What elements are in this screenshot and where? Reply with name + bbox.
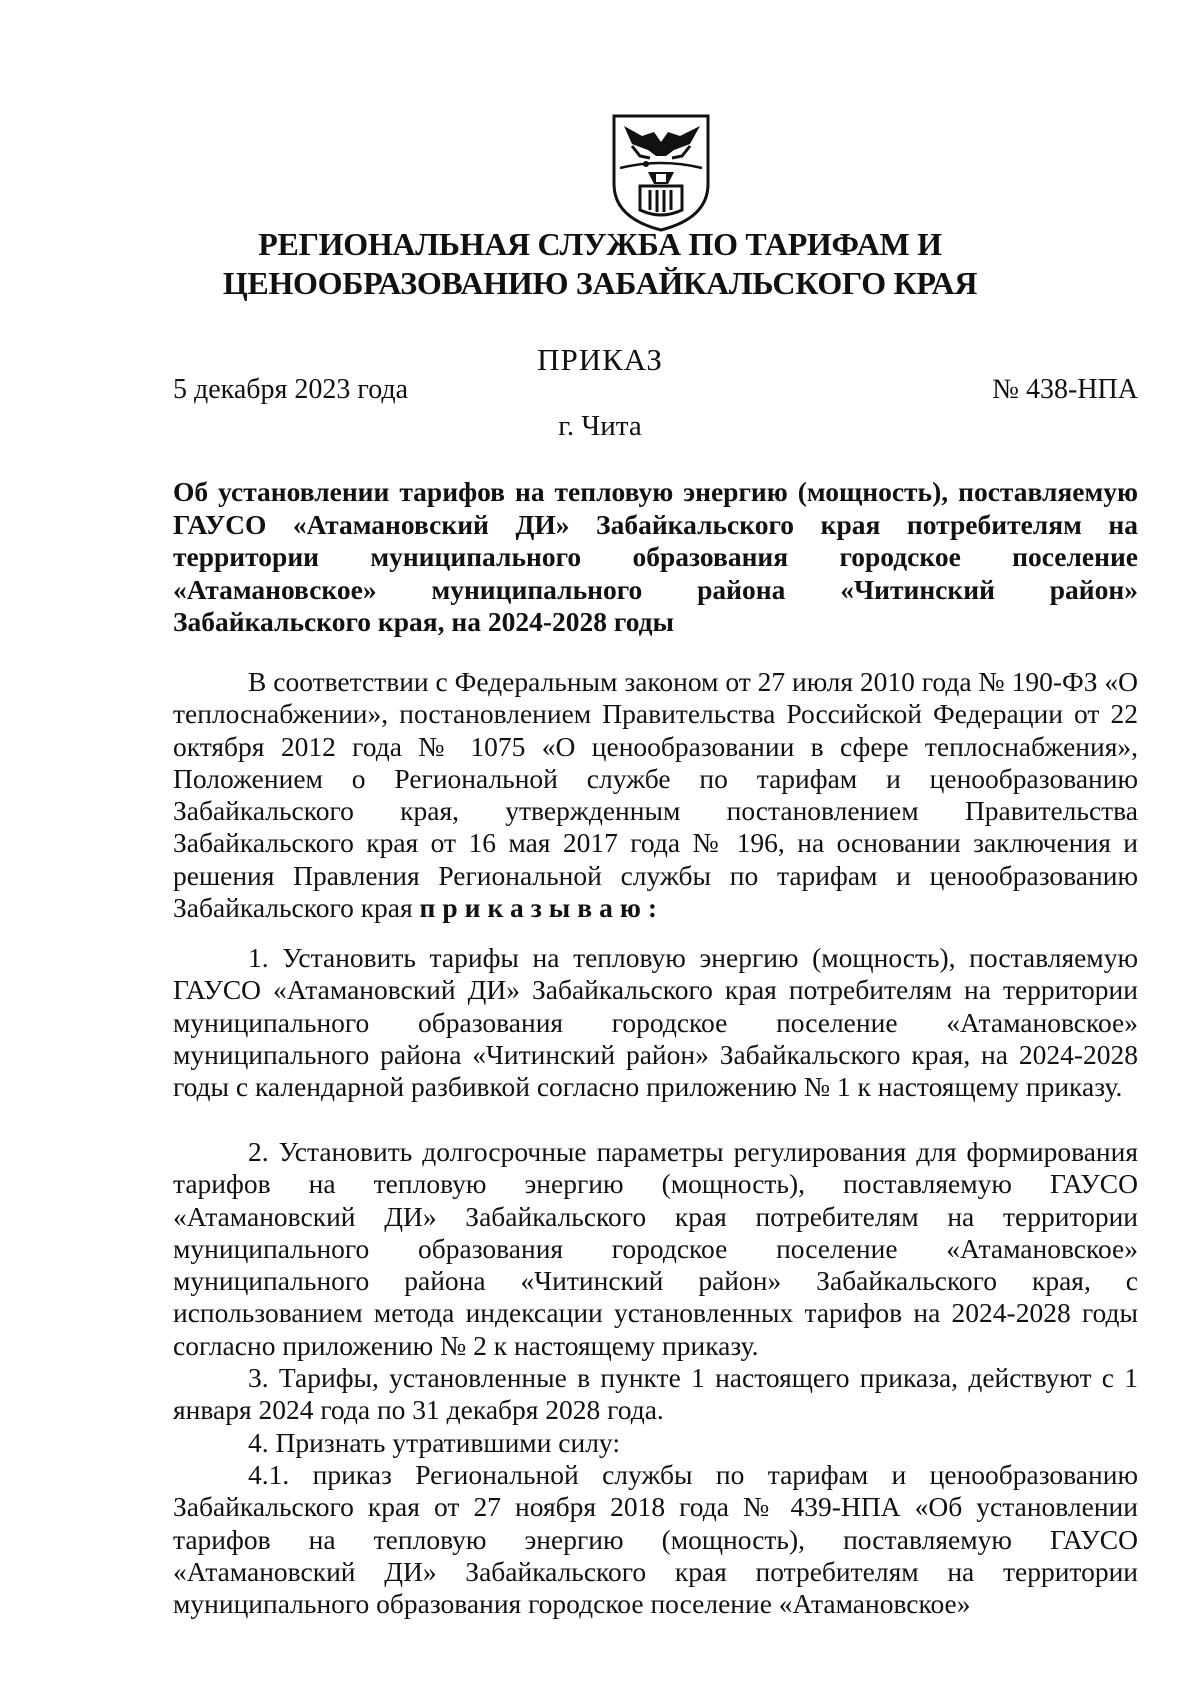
preamble xyxy=(173,666,1138,924)
organization-name-line-2: ЦЕНООБРАЗОВАНИЮ ЗАБАЙКАЛЬСКОГО КРАЯ xyxy=(222,265,978,301)
item-1: 1. Установить тарифы на тепловую энергию (мощность), поставляемую ГАУСО «Атамановский ДИ» Забайкальского края потребителям на территории муниципального образования городское поселение «Атамановское» муниципального района «Читинский район» Забайкальского края, на 2024-2028 годы с календарной разбивкой согласно приложению № 1 к настоящему приказу. xyxy=(173,942,1138,1103)
preamble-text: В соответствии с Федеральным законом от 27 июля 2010 года № 190-ФЗ «О теплоснабжении», постановлением Правительства Российской Федерации от 22 октября 2012 года № 1075 «О ценообразовании в сфере теплоснабжения», Положением о Региональной службе по тарифам и ценообразованию Забайкальского края, утвержденным постановлением Правительства Забайкальского края от 16 мая 2017 года № 196, на основании заключения и решения Правления Региональной службы по тарифам и ценообразованию Забайкальского края xyxy=(173,666,1138,924)
item-2: 2. Установить долгосрочные параметры регулирования для формирования тарифов на тепловую энергию (мощность), поставляемую ГАУСО «Атамановский ДИ» Забайкальского края потребителям на территории муниципального образования городское поселение «Атамановское» муниципального района «Читинский район» Забайкальского края, с использованием метода индексации установленных тарифов на 2024-2028 годы согласно приложению № 2 к настоящему приказу. xyxy=(173,1136,1138,1361)
document-type: ПРИКАЗ xyxy=(537,342,663,377)
document-city: г. Чита xyxy=(558,410,642,442)
document-title: Об установлении тарифов на тепловую энергию (мощность), поставляемую ГАУСО «Атамановский ДИ» Забайкальского края потребителям на территории муниципального образования городское поселение «Атамановское» муниципального района «Читинский район» Забайкальского края, на 2024-2028 годы xyxy=(173,476,1138,637)
document-number: № 438-НПА xyxy=(992,374,1138,405)
document-date: 5 декабря 2023 года xyxy=(173,374,409,405)
item-4: 4. Признать утратившими силу: xyxy=(248,1427,620,1458)
coat-of-arms-icon xyxy=(610,112,712,234)
order-word: приказываю: xyxy=(419,892,665,924)
organization-name-line-1: РЕГИОНАЛЬНАЯ СЛУЖБА ПО ТАРИФАМ И xyxy=(258,226,942,262)
item-4-1: 4.1. приказ Региональной службы по тарифам и ценообразованию Забайкальского края от 27 ноября 2018 года № 439-НПА «Об установлении тарифов на тепловую энергию (мощность), поставляемую ГАУСО «Атамановский ДИ» Забайкальского края потребителям на территории муниципального образования городское поселение «Атамановское» xyxy=(173,1459,1138,1620)
item-3: 3. Тарифы, установленные в пункте 1 настоящего приказа, действуют с 1 января 2024 года по 31 декабря 2028 года. xyxy=(173,1362,1138,1426)
